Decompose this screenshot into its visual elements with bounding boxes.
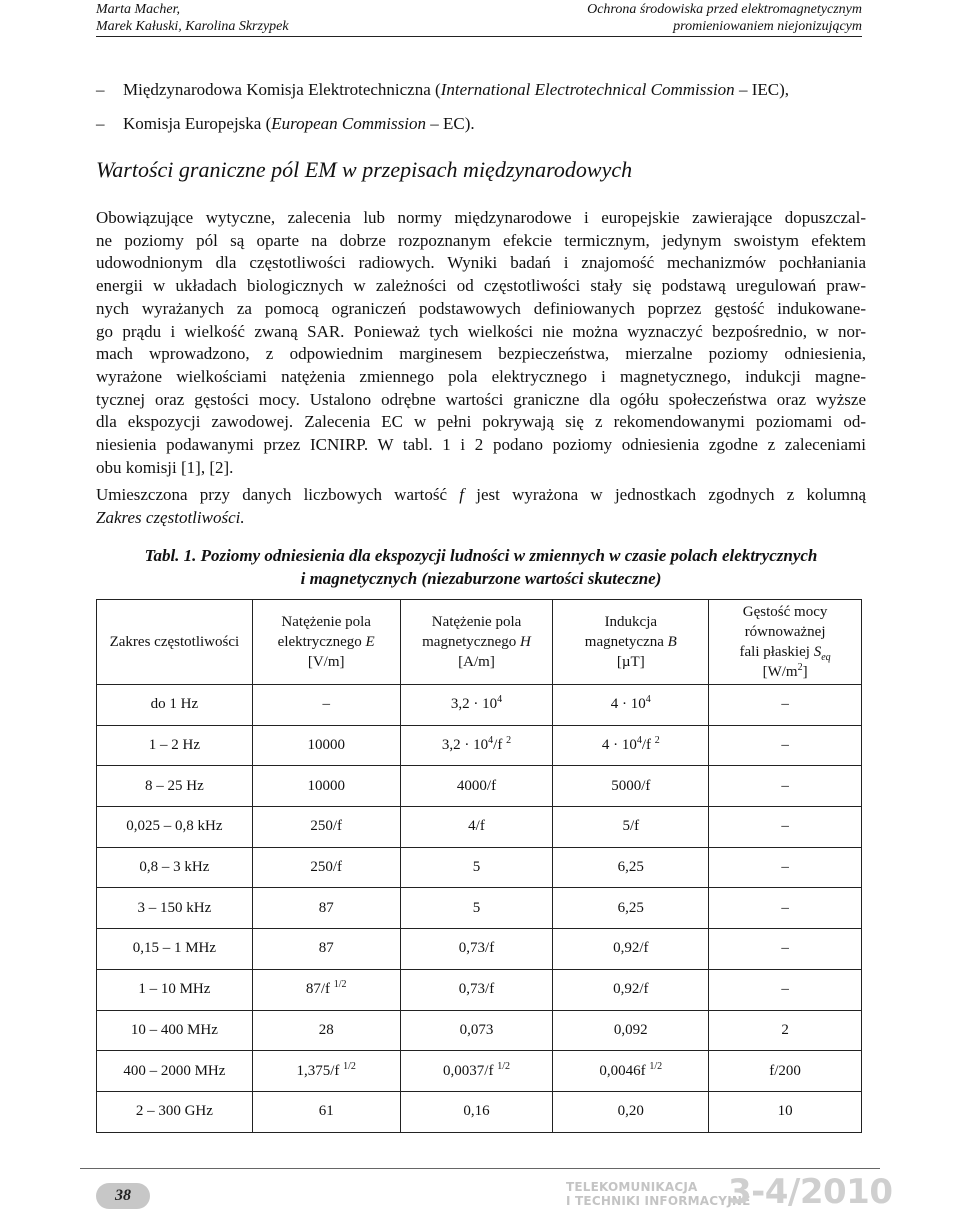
paragraph-line: go prądu i wielkość zwaną SAR. Ponieważ tych wielkości nie można wyznaczyć bezpośrednio, w nor- (96, 321, 866, 341)
issue-number: 3-4/2010 (728, 1172, 893, 1212)
cell-magnetic-induction: 5000/f (553, 766, 709, 807)
reference-levels-table (96, 599, 862, 1133)
cell-frequency-range: 0,025 – 0,8 kHz (97, 807, 253, 848)
cell-magnetic-field: 0,73/f (400, 969, 553, 1010)
paragraph-text: Umieszczona przy danych liczbowych wartość (96, 485, 460, 504)
paragraph-line (96, 484, 866, 507)
frequency-variable: f (459, 485, 465, 504)
cell-magnetic-field: 0,73/f (400, 929, 553, 970)
table-row (97, 847, 862, 888)
header-author-line-1: Marta Macher, (96, 2, 180, 17)
table-caption (96, 544, 866, 590)
header-frequency-range: Zakres częstotliwości (97, 600, 253, 685)
cell-magnetic-field: 5 (400, 847, 553, 888)
cell-magnetic-induction: 0,92/f (553, 969, 709, 1010)
table-row (97, 1091, 862, 1132)
header-power-density: Gęstość mocy równoważnej fali płaskiej $S_{eq}$ $[W/m^2]$ (709, 600, 862, 685)
cell-electric-field: 87/f $^{1/2}$ (252, 969, 400, 1010)
cell-power-density: – (709, 969, 862, 1010)
cell-magnetic-induction: 6,25 (553, 847, 709, 888)
cell-magnetic-field: 4/f (400, 807, 553, 848)
cell-magnetic-field: 5 (400, 888, 553, 929)
cell-power-density: – (709, 766, 862, 807)
header-author-line-2: Marek Kałuski, Karolina Skrzypek (96, 19, 289, 34)
cell-frequency-range: 1 – 10 MHz (97, 969, 253, 1010)
cell-electric-field: 250/f (252, 847, 400, 888)
paragraph-line: energii w układach biologicznych w zależności od częstotliwości stały się podstawą uregulowań praw- (96, 276, 866, 296)
cell-power-density: – (709, 807, 862, 848)
cell-power-density: – (709, 725, 862, 766)
header-article-title (587, 1, 862, 35)
header-electric-field: Natężenie pola elektrycznego E [V/m] (252, 600, 400, 685)
cell-magnetic-field: 0,16 (400, 1091, 553, 1132)
list-item-text: Komisja Europejska ( (123, 114, 272, 133)
cell-frequency-range: 1 – 2 Hz (97, 725, 253, 766)
paragraph-line: nych wyrażanych za pomocą ograniczeń podstawowych definiowanych poprzez gęstość indukowane- (96, 298, 866, 318)
cell-electric-field: 28 (252, 1010, 400, 1051)
cell-power-density: – (709, 888, 862, 929)
table-row (97, 1010, 862, 1051)
cell-electric-field: – (252, 685, 400, 726)
cell-magnetic-field: $3,2 \cdot 10^4$ (400, 685, 553, 726)
running-header (0, 0, 960, 36)
cell-magnetic-induction: 0,0046f $^{1/2}$ (553, 1051, 709, 1092)
cell-power-density: – (709, 929, 862, 970)
cell-magnetic-induction: $4 \cdot 10^4/f$ $^2$ (553, 725, 709, 766)
table-row (97, 929, 862, 970)
cell-frequency-range: do 1 Hz (97, 685, 253, 726)
cell-frequency-range: 0,15 – 1 MHz (97, 929, 253, 970)
list-dash-icon: – (96, 114, 105, 133)
paragraph-line: obu komisji [1], [2]. (96, 457, 234, 477)
list-item-italic: International Electrotechnical Commission (440, 80, 735, 99)
cell-frequency-range: 3 – 150 kHz (97, 888, 253, 929)
cell-electric-field: 10000 (252, 725, 400, 766)
header-title-line-1: Ochrona środowiska przed elektromagnetycznym (587, 2, 862, 17)
header-magnetic-field: Natężenie pola magnetycznego H [A/m] (400, 600, 553, 685)
cell-magnetic-field: 0,0037/f $^{1/2}$ (400, 1051, 553, 1092)
paragraph-line: tycznej oraz gęstości mocy. Ustalono odrębne wartości graniczne dla ogółu społeczeństwa oraz wyższe (96, 389, 866, 409)
table-row (97, 725, 862, 766)
cell-frequency-range: 8 – 25 Hz (97, 766, 253, 807)
cell-magnetic-field: 0,073 (400, 1010, 553, 1051)
table-row (97, 1051, 862, 1092)
paragraph-line: udowodnionym dla częstotliwości radiowych. Wyniki badań i znajomość mechanizmów pochłaniania (96, 253, 866, 273)
table-body (97, 685, 862, 1133)
journal-logo (566, 1180, 751, 1208)
paragraph-line: mach wprowadzono, z odpowiednim marginesem bezpieczeństwa, mierzalne poziomy odniesienia, (96, 344, 866, 364)
paragraph-text: jest wyrażona w jednostkach zgodnych z kolumną (464, 485, 866, 504)
header-title-line-2: promieniowaniem niejonizującym (673, 19, 862, 34)
footer-divider (80, 1168, 880, 1169)
cell-frequency-range: 2 – 300 GHz (97, 1091, 253, 1132)
cell-magnetic-induction: 0,092 (553, 1010, 709, 1051)
paragraph-line: niesienia podawanymi przez ICNIRP. W tabl. 1 i 2 podano poziomy odniesienia zgodne z zaleceniami (96, 435, 866, 455)
list-item (96, 113, 475, 135)
table-header-row (97, 600, 862, 685)
cell-frequency-range: 400 – 2000 MHz (97, 1051, 253, 1092)
paragraph-line: Zakres częstotliwości. (96, 507, 245, 527)
cell-power-density: f/200 (709, 1051, 862, 1092)
caption-line-2: i magnetycznych (niezaburzone wartości skuteczne) (300, 569, 662, 588)
table-row (97, 969, 862, 1010)
cell-power-density: 2 (709, 1010, 862, 1051)
cell-power-density: 10 (709, 1091, 862, 1132)
section-title: Wartości graniczne pól EM w przepisach międzynarodowych (96, 157, 633, 182)
cell-power-density: – (709, 847, 862, 888)
body-paragraph-2 (96, 484, 866, 529)
journal-name-line-1: TELEKOMUNIKACJA (566, 1180, 698, 1194)
paragraph-line: dla ekspozycji zawodowej. Zalecenia EC w pełni pokrywają się z rekomendowanymi poziomami od- (96, 412, 866, 432)
cell-magnetic-field: 4000/f (400, 766, 553, 807)
header-authors (96, 1, 289, 35)
header-magnetic-induction: Indukcja magnetyczna B [µT] (553, 600, 709, 685)
cell-power-density: – (709, 685, 862, 726)
cell-magnetic-induction: 0,92/f (553, 929, 709, 970)
cell-electric-field: 87 (252, 929, 400, 970)
table-row (97, 766, 862, 807)
cell-magnetic-induction: 0,20 (553, 1091, 709, 1132)
cell-magnetic-induction: 5/f (553, 807, 709, 848)
paragraph-line: ne poziomy pól są oparte na dobrze rozpoznanym efekcie termicznym, jedynym swoistym efektem (96, 230, 866, 250)
cell-electric-field: 250/f (252, 807, 400, 848)
table-row (97, 888, 862, 929)
list-item-end: – EC). (426, 114, 475, 133)
cell-electric-field: 1,375/f $^{1/2}$ (252, 1051, 400, 1092)
cell-frequency-range: 10 – 400 MHz (97, 1010, 253, 1051)
cell-electric-field: 61 (252, 1091, 400, 1132)
caption-line-1: Tabl. 1. Poziomy odniesienia dla ekspozycji ludności w zmiennych w czasie polach elektrycznych (144, 546, 818, 565)
header-divider (96, 36, 862, 37)
list-item-end: – IEC), (734, 80, 789, 99)
list-item (96, 79, 789, 101)
cell-frequency-range: 0,8 – 3 kHz (97, 847, 253, 888)
paragraph-line: wyrażone wielkościami natężenia zmiennego pola elektrycznego i magnetycznego, indukcji magne- (96, 366, 866, 386)
list-item-text: Międzynarodowa Komisja Elektrotechniczna ( (123, 80, 441, 99)
journal-name-line-2: I TECHNIKI INFORMACYJNE (566, 1194, 751, 1208)
cell-magnetic-induction: $4 \cdot 10^4$ (553, 685, 709, 726)
paragraph-line: Obowiązujące wytyczne, zalecenia lub normy międzynarodowe i europejskie zawierające dopuszczal- (96, 208, 866, 227)
table-row (97, 807, 862, 848)
cell-magnetic-field: $3,2 \cdot 10^4/f$ $^2$ (400, 725, 553, 766)
cell-magnetic-induction: 6,25 (553, 888, 709, 929)
list-item-italic: European Commission (271, 114, 426, 133)
body-paragraph-1 (96, 207, 866, 479)
page-number-badge: 38 (96, 1183, 150, 1209)
list-dash-icon: – (96, 80, 105, 99)
table-row (97, 685, 862, 726)
cell-electric-field: 10000 (252, 766, 400, 807)
cell-electric-field: 87 (252, 888, 400, 929)
